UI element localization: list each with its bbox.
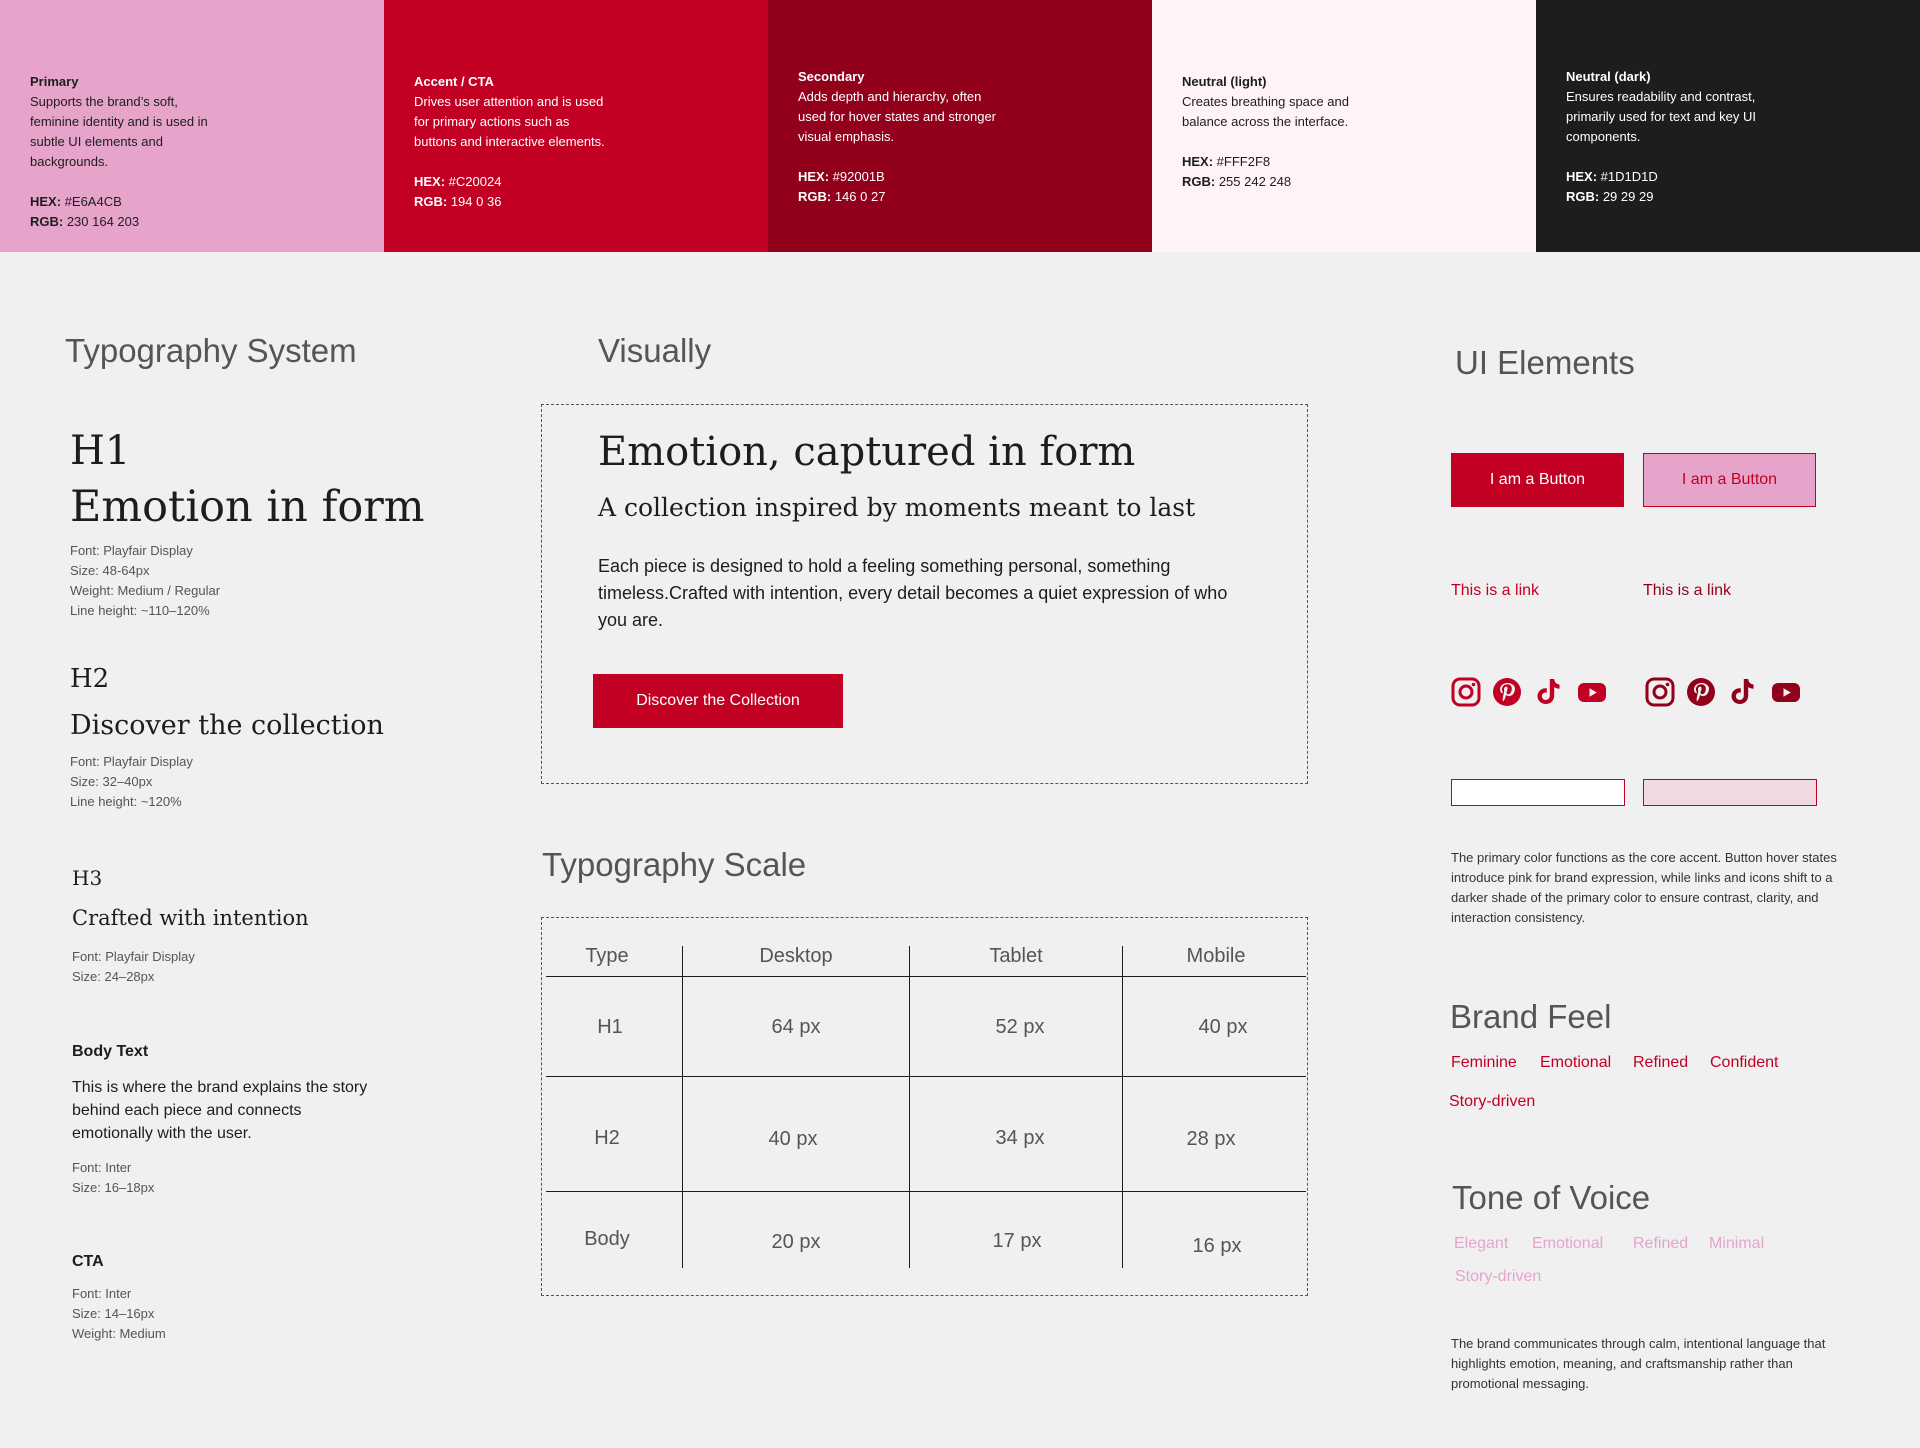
table-cell: 20 px bbox=[771, 1231, 821, 1253]
table-header-cell: Desktop bbox=[759, 945, 833, 967]
brand-feel-title: Brand Feel bbox=[1450, 998, 1612, 1035]
rgb-value: 194 0 36 bbox=[447, 194, 502, 209]
swatch-description: Drives user attention and is used for primary actions such as buttons and interactive elements. bbox=[414, 94, 605, 149]
pinterest-icon[interactable] bbox=[1492, 677, 1522, 707]
rgb-value: 146 0 27 bbox=[831, 189, 886, 204]
tone-of-voice-note: The brand communicates through calm, intentional language that highlights emotion, meaning, and craftsmanship rather than promotional messaging. bbox=[1451, 1336, 1826, 1391]
table-header-cell: Type bbox=[585, 945, 629, 967]
brand-tag: Story-driven bbox=[1449, 1093, 1536, 1110]
rgb-label: RGB: bbox=[414, 194, 448, 209]
youtube-icon[interactable] bbox=[1577, 677, 1607, 707]
hex-value: #E6A4CB bbox=[61, 194, 122, 209]
tone-tag: Emotional bbox=[1532, 1235, 1604, 1252]
table-header-divider bbox=[546, 976, 1306, 977]
table-cell: 52 px bbox=[995, 1016, 1045, 1038]
ui-elements-title: UI Elements bbox=[1455, 344, 1635, 381]
brand-tag: Refined bbox=[1633, 1054, 1689, 1071]
rgb-value: 29 29 29 bbox=[1599, 189, 1654, 204]
table-cell: 16 px bbox=[1192, 1235, 1242, 1257]
table-col-divider bbox=[909, 946, 910, 1268]
table-cell: 40 px bbox=[1198, 1016, 1248, 1038]
visually-title: Visually bbox=[598, 332, 712, 369]
rgb-value: 230 164 203 bbox=[63, 214, 140, 229]
body-text-meta: Font: Inter Size: 16–18px bbox=[72, 1160, 155, 1195]
h2-label: H2 bbox=[70, 664, 110, 694]
table-cell: H1 bbox=[597, 1016, 623, 1038]
visual-preview-box bbox=[541, 404, 1308, 784]
hex-value: #FFF2F8 bbox=[1213, 154, 1271, 169]
swatch-description: Adds depth and hierarchy, often used for hover states and stronger visual emphasis. bbox=[798, 89, 997, 144]
ui-elements-note: The primary color functions as the core accent. Button hover states introduce pink for brand expression, while links and icons shift to a darker shade of the primary color to ensure contrast, clarity, and interaction consistency. bbox=[1451, 850, 1837, 925]
table-col-divider bbox=[682, 946, 683, 1268]
swatch-accent bbox=[384, 0, 768, 252]
discover-collection-button[interactable]: Discover the Collection bbox=[593, 674, 843, 728]
tone-tag: Story-driven bbox=[1455, 1268, 1542, 1285]
brand-tag: Confident bbox=[1710, 1054, 1779, 1071]
table-row-divider bbox=[546, 1191, 1306, 1192]
text-input[interactable] bbox=[1451, 779, 1625, 806]
swatch-secondary bbox=[768, 0, 1152, 252]
table-cell: 34 px bbox=[995, 1127, 1045, 1149]
h3-label: H3 bbox=[72, 866, 103, 890]
typography-system-title: Typography System bbox=[65, 332, 357, 369]
instagram-icon[interactable] bbox=[1451, 677, 1481, 707]
rgb-label: RGB: bbox=[1182, 174, 1216, 189]
cta-label: CTA bbox=[72, 1253, 104, 1270]
tone-tag: Elegant bbox=[1454, 1235, 1509, 1252]
table-row-divider bbox=[546, 1076, 1306, 1077]
hex-label: HEX: bbox=[414, 174, 446, 189]
visual-body: Each piece is designed to hold a feeling something personal, something timeless.Crafted with intention, every detail becomes a quiet expression of who you are. bbox=[598, 556, 1228, 630]
table-cell: 17 px bbox=[992, 1230, 1042, 1252]
hex-label: HEX: bbox=[30, 194, 62, 209]
table-cell: Body bbox=[584, 1228, 630, 1250]
brand-tag: Feminine bbox=[1451, 1054, 1517, 1071]
instagram-icon[interactable] bbox=[1645, 677, 1675, 707]
h3-sample: Crafted with intention bbox=[72, 906, 309, 930]
tone-of-voice-title: Tone of Voice bbox=[1452, 1179, 1651, 1216]
h1-label: H1 bbox=[70, 428, 131, 474]
swatch-description: Supports the brand’s soft, feminine identity and is used in subtle UI elements and backgrounds. bbox=[30, 94, 208, 169]
rgb-label: RGB: bbox=[798, 189, 832, 204]
tiktok-icon[interactable] bbox=[1727, 677, 1757, 707]
primary-button[interactable]: I am a Button bbox=[1451, 453, 1624, 507]
tiktok-icon[interactable] bbox=[1533, 677, 1563, 707]
swatch-description: Ensures readability and contrast, primarily used for text and key UI components. bbox=[1566, 89, 1757, 144]
hex-label: HEX: bbox=[1566, 169, 1598, 184]
typography-scale-table bbox=[541, 917, 1308, 1296]
tone-tag: Minimal bbox=[1709, 1235, 1765, 1252]
visual-headline: Emotion, captured in form bbox=[598, 429, 1136, 475]
body-text-label: Body Text bbox=[72, 1043, 149, 1060]
table-header-cell: Tablet bbox=[989, 945, 1043, 967]
table-col-divider bbox=[1122, 946, 1123, 1268]
link-default[interactable]: This is a link bbox=[1451, 582, 1540, 599]
hex-label: HEX: bbox=[798, 169, 830, 184]
brand-tag: Emotional bbox=[1540, 1054, 1612, 1071]
rgb-label: RGB: bbox=[30, 214, 64, 229]
tone-tag: Refined bbox=[1633, 1235, 1689, 1252]
hex-value: #C20024 bbox=[445, 174, 502, 189]
h1-meta: Font: Playfair Display Size: 48-64px Weight: Medium / Regular Line height: ~110–120% bbox=[70, 543, 221, 618]
visual-subheadline: A collection inspired by moments meant to last bbox=[598, 493, 1196, 522]
pinterest-icon[interactable] bbox=[1686, 677, 1716, 707]
youtube-icon[interactable] bbox=[1771, 677, 1801, 707]
swatch-description: Creates breathing space and balance across the interface. bbox=[1182, 94, 1349, 129]
link-hover[interactable]: This is a link bbox=[1643, 582, 1732, 599]
swatch-neutral-light bbox=[1152, 0, 1536, 252]
h3-meta: Font: Playfair Display Size: 24–28px bbox=[72, 949, 195, 984]
swatch-title: Neutral (light) bbox=[1182, 74, 1267, 89]
swatch-neutral-dark bbox=[1536, 0, 1920, 252]
swatch-title: Primary bbox=[30, 74, 79, 89]
body-text-sample: This is where the brand explains the story behind each piece and connects emotionally with the user. bbox=[72, 1079, 368, 1142]
rgb-value: 255 242 248 bbox=[1215, 174, 1292, 189]
text-input-focused[interactable] bbox=[1643, 779, 1817, 806]
swatch-title: Neutral (dark) bbox=[1566, 69, 1651, 84]
hex-value: #92001B bbox=[829, 169, 885, 184]
typography-scale-title: Typography Scale bbox=[542, 846, 807, 883]
rgb-label: RGB: bbox=[1566, 189, 1600, 204]
swatch-title: Accent / CTA bbox=[414, 74, 494, 89]
table-cell: H2 bbox=[594, 1127, 620, 1149]
table-cell: 28 px bbox=[1186, 1128, 1236, 1150]
primary-button-hover[interactable]: I am a Button bbox=[1643, 453, 1816, 507]
table-cell: 40 px bbox=[768, 1128, 818, 1150]
table-header-cell: Mobile bbox=[1186, 945, 1246, 967]
hex-value: #1D1D1D bbox=[1597, 169, 1658, 184]
h2-meta: Font: Playfair Display Size: 32–40px Line height: ~120% bbox=[70, 754, 193, 809]
cta-meta: Font: Inter Size: 14–16px Weight: Medium bbox=[72, 1286, 166, 1341]
swatch-title: Secondary bbox=[798, 69, 865, 84]
h2-sample: Discover the collection bbox=[70, 710, 384, 741]
table-cell: 64 px bbox=[771, 1016, 821, 1038]
h1-sample: Emotion in form bbox=[70, 482, 425, 532]
hex-label: HEX: bbox=[1182, 154, 1214, 169]
swatch-primary bbox=[0, 0, 384, 252]
